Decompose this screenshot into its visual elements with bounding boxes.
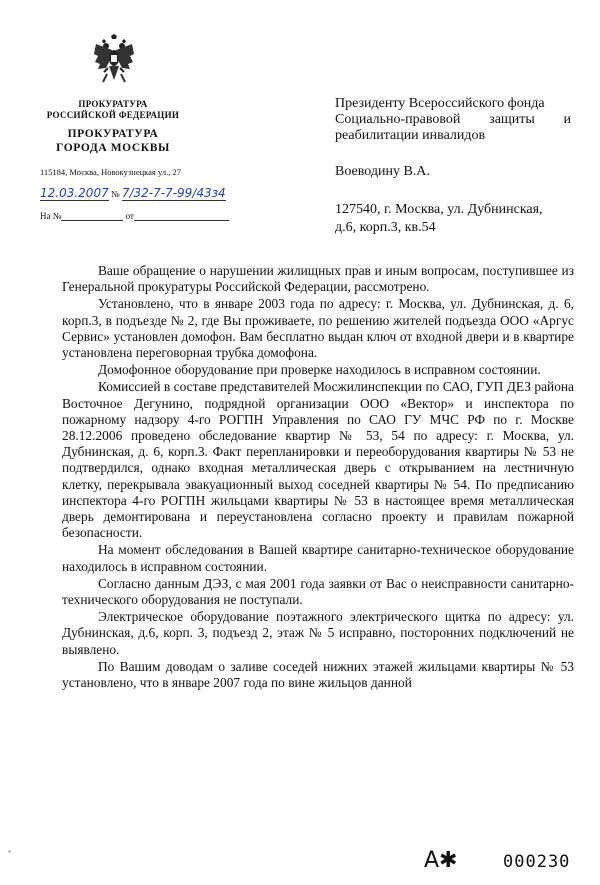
- handwritten-number: 7/32-7-7-99/43з4: [121, 186, 226, 200]
- body-paragraph: Ваше обращение о нарушении жилищных прав и иным вопросам, поступившее из Генеральной прокуратуры Российской Федерации, рассмотрено.: [62, 263, 574, 295]
- org-header-moscow: [28, 127, 198, 155]
- letter-body: [62, 263, 574, 692]
- handwritten-date: 12.03.2007: [40, 186, 109, 200]
- org-line-1: ПРОКУРАТУРА: [78, 99, 148, 109]
- serial-number: 000230: [503, 852, 571, 872]
- org-line-4: ГОРОДА МОСКВЫ: [56, 142, 170, 154]
- recipient-name: Воеводину В.А.: [335, 164, 430, 179]
- body-paragraph: Комиссией в составе представителей Мосжилинспекции по САО, ГУП ДЕЗ района Восточное Дегунино, подрядной организации ООО «Вектор» и инспектора по пожарному надзору 4-го РОГПН Управления по САО ГУ МЧС РФ по г. Москве 28.12.2006 проведено обследование квартир № 53, 54 по адресу: г. Москва, ул. Дубнинская, д. 6, корп.3. Факт перепланировки и переоборудования квартиры № 53 не подтвердился, однако входная металлическая дверь с открыванием на лестничную клетку, перекрывала эвакуационный выход соседней квартиры № 54. По предписанию инспектора 4-го РОГПН жильцами квартиры № 53 в настоящее время металлическая дверь демонтирована и переустановлена согласно проекту и правилам пожарной безопасности.: [62, 379, 574, 541]
- body-paragraph: На момент обследования в Вашей квартире санитарно-техническое оборудование находилось в исправном состоянии.: [62, 542, 574, 574]
- ref-label: На №: [40, 211, 62, 221]
- body-paragraph: Согласно данным ДЭЗ, с мая 2001 года заявки от Вас о неисправности санитарно-технического оборудования не поступали.: [62, 575, 574, 608]
- org-header-federal: [28, 99, 198, 121]
- page-mark: [8, 850, 11, 853]
- recipient-line-2: Социально-правовой защиты и: [335, 112, 571, 127]
- recipient-address-line-2: д.6, корп.3, кв.54: [335, 220, 436, 235]
- recipient-line-1: Президенту Всероссийского фонда: [335, 96, 545, 111]
- org-line-2: РОССИЙСКОЙ ФЕДЕРАЦИИ: [46, 110, 180, 120]
- recipient-block: [335, 96, 571, 144]
- body-paragraph: По Вашим доводам о заливе соседей нижних этажей жильцами квартиры № 53 установлено, что в январе 2007 года по вине жильцов данной: [62, 658, 574, 691]
- ref-date-blank: [134, 211, 229, 221]
- number-prefix: №: [110, 189, 120, 199]
- sender-address: 115184, Москва, Новокузнецкая ул., 27: [40, 167, 181, 177]
- recipient-address-line-1: 127540, г. Москва, ул. Дубнинская,: [335, 202, 543, 217]
- body-paragraph: Установлено, что в январе 2003 года по адресу: г. Москва, ул. Дубнинская, д. 6, корп.3, в подъезде № 2, где Вы проживаете, по решению жителей подъезда ООО «Аргус Сервис» установлен домофон. Вам бесплатно выдан ключ от входной двери и в квартире установлена переговорная трубка домофона.: [62, 296, 574, 361]
- series-stamp: А✱: [424, 848, 458, 873]
- incoming-ref-line: [40, 211, 229, 221]
- body-paragraph: Домофонное оборудование при проверке находилось в исправном состоянии.: [98, 362, 541, 378]
- outgoing-ref-line: [40, 186, 270, 201]
- recipient-line-3: реабилитации инвалидов: [335, 128, 486, 143]
- org-line-3: ПРОКУРАТУРА: [67, 128, 159, 140]
- body-paragraph: Электрическое оборудование поэтажного электрического щитка по адресу: ул. Дубнинская, д.6, корп. 3, подъезд 2, этаж № 5 исправно, посторонних подключений не выявлено.: [62, 609, 574, 657]
- double-headed-eagle-icon: [92, 34, 136, 88]
- recipient-address: [335, 201, 571, 237]
- ref-number-blank: [61, 211, 123, 221]
- ref-from-label: от: [125, 211, 134, 221]
